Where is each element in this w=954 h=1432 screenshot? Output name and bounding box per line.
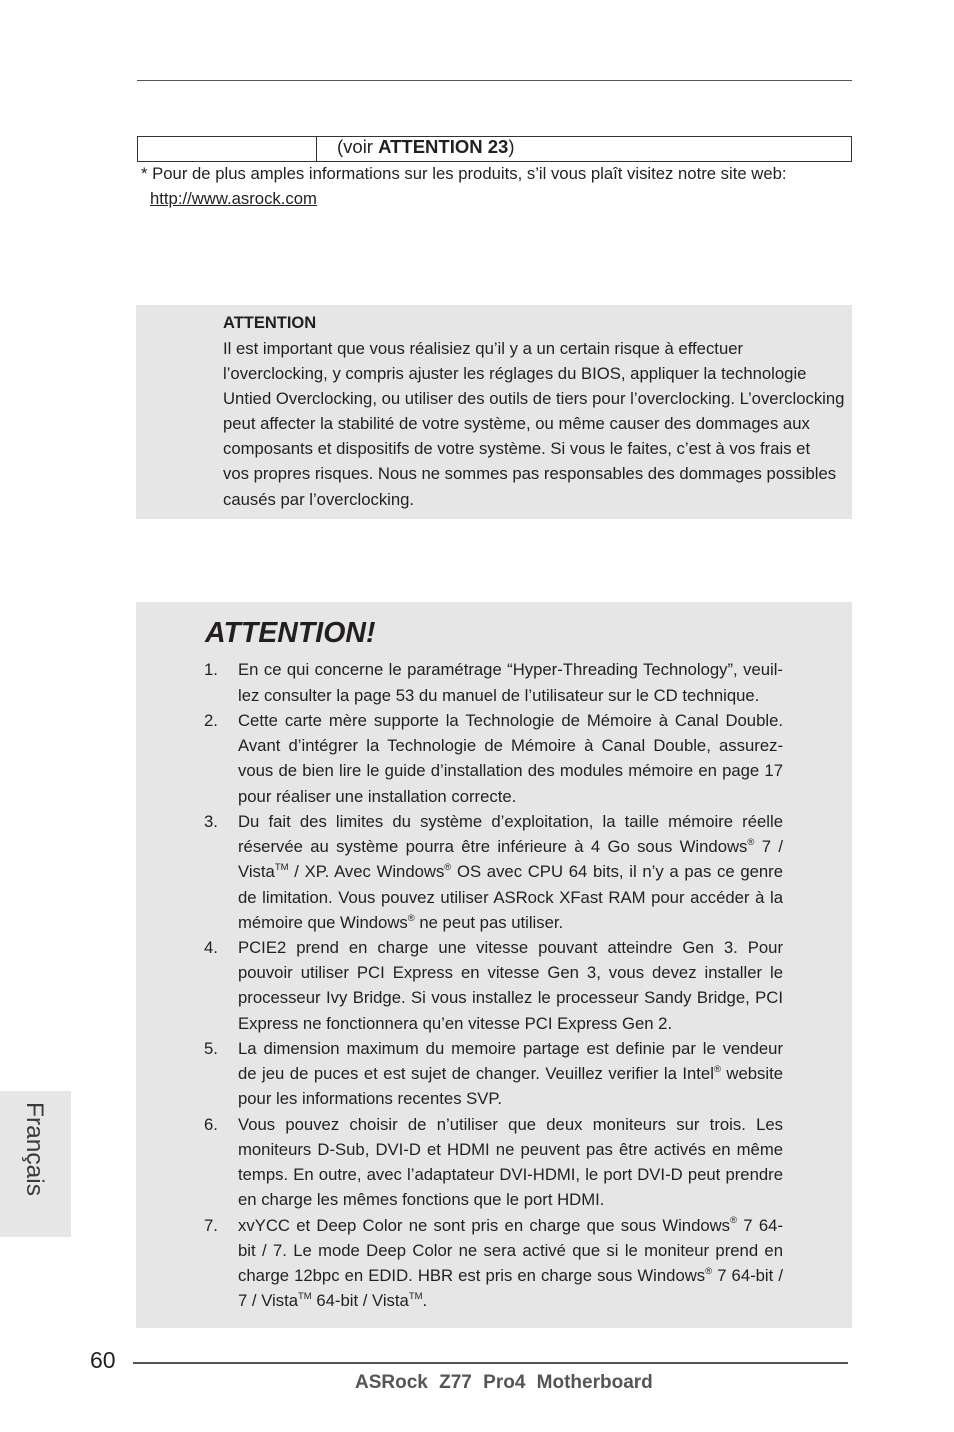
text-segment: OS avec CPU 64 bits, il n’y a pas ce genre [451,862,784,882]
header-rule [137,80,852,81]
list-item [204,1112,783,1213]
text-segment: 7 / [754,837,783,857]
text-segment: website [720,1064,784,1084]
list-item-line [238,1086,783,1111]
text-segment: charge 12bpc en EDID. HBR est pris en charge sous Windows [238,1266,706,1286]
text-segment: de limitation. Vous pouvez utiliser ASRock XFast RAM pour accéder à la [238,887,783,907]
list-item-number: 5. [204,1038,218,1058]
list-item-line [238,809,783,834]
text-segment: 64-bit / Vista [311,1291,409,1311]
list-item-text [238,1213,783,1314]
caution-text-line: composants et dispositifs de votre système. Si vous le faites, c’est à vos frais et [223,439,811,459]
list-item-line [238,960,783,985]
text-segment: 7 / Vista [238,1291,298,1311]
list-item-text [238,1112,783,1213]
attention-title: ATTENTION! [205,617,376,649]
list-item [204,1036,783,1112]
list-item [204,1213,783,1314]
list-item [204,935,783,1036]
caution-title: ATTENTION [223,313,317,332]
list-item-text [238,708,783,809]
list-item-line [238,708,783,733]
text-segment: La dimension maximum du memoire partage est definie par le vendeur [238,1038,783,1058]
list-item-number: 7. [204,1215,218,1235]
attention-list [204,657,783,1313]
footer-title: ASRock Z77 Pro4 Motherboard [355,1372,653,1393]
text-segment: moniteurs D-Sub, DVI-D et HDMI ne peuvent pas être activés en même [238,1139,783,1159]
text-segment: processeur Ivy Bridge. Si vous installez le processeur Sandy Bridge, PCI [238,988,783,1008]
website-link[interactable]: http://www.asrock.com [150,188,317,208]
spec-note-prefix: (voir [337,136,379,157]
language-label: Français [21,1102,48,1196]
text-segment: réservée au système pourra être inférieure à 4 Go sous Windows [238,837,748,857]
text-segment: . [422,1291,428,1311]
text-segment: vous de bien lire le guide d’installation des modules mémoire en page 17 [238,761,783,781]
list-item-line [238,834,783,859]
caution-text-line: causés par l’overclocking. [223,489,415,509]
list-item [204,708,783,809]
list-item-line [238,758,783,783]
list-item-text [238,935,783,1036]
spec-table-label-cell [138,137,317,161]
caution-text-line: Untied Overclocking, ou utiliser des outils de tiers pour l’overclocking. L’overclocking [223,388,845,408]
list-item-number: 1. [204,660,218,680]
superscript-mark: ® [713,1064,721,1076]
text-segment: mémoire que Windows [238,912,408,932]
caution-text-line: l’overclocking, y compris ajuster les réglages du BIOS, appliquer la technologie [223,363,807,383]
text-segment: bit / 7. Le mode Deep Color ne sera activé que si le moniteur prend en [238,1240,783,1260]
list-item [204,657,783,707]
text-segment: de jeu de puces et est sujet de changer. Veuillez verifier la Intel [238,1064,714,1084]
list-item-line [238,1011,783,1036]
caution-content [223,311,844,512]
list-item-text [238,657,783,707]
list-item-line [238,910,783,935]
spec-table-row [137,136,852,162]
list-item-number: 2. [204,710,218,730]
text-segment: Vous pouvez choisir de n’utiliser que deux moniteurs sur trois. Les [238,1114,783,1134]
list-item-number: 3. [204,811,218,831]
superscript-mark: TM [298,1291,312,1303]
list-item-line [238,1036,783,1061]
text-segment: lez consulter la page 53 du manuel de l’utilisateur sur le CD technique. [238,685,760,705]
list-item-line [238,985,783,1010]
caution-text-line: vos propres risques. Nous ne sommes pas responsables des dommages possibles [223,464,837,484]
list-item-line [238,1263,783,1288]
footer-rule [133,1362,848,1364]
caution-paragraph [223,336,844,512]
superscript-mark: ® [407,912,415,924]
list-item-text [238,1036,783,1112]
text-segment: 7 64- [737,1215,783,1235]
list-item-line [238,885,783,910]
text-segment: 7 64-bit / [712,1266,783,1286]
text-segment: Avant d’intégrer la Technologie de Mémoire à Canal Double, assurez- [238,736,783,756]
overclocking-caution-box [136,305,852,519]
list-item-text [238,809,783,935]
list-item-line [238,683,783,708]
text-segment: Du fait des limites du système d’exploitation, la taille mémoire réelle [238,811,783,831]
list-item-number: 4. [204,937,218,957]
superscript-mark: TM [274,862,289,874]
text-segment: en charge les mêmes fonctions que le port HDMI. [238,1190,605,1210]
list-item-line [238,657,783,682]
attention-box [136,602,852,1328]
list-item-line [238,1187,783,1212]
text-segment: Vista [238,862,275,882]
text-segment: PCIE2 prend en charge une vitesse pouvant atteindre Gen 3. Pour [238,937,783,957]
text-segment: / XP. Avec Windows [288,862,445,882]
list-item-number: 6. [204,1114,218,1134]
text-segment: En ce qui concerne le paramétrage “Hyper-Threading Technology”, veuil- [238,660,783,680]
list-item-line [238,1288,783,1313]
list-item-line [238,1137,783,1162]
text-segment: ne peut pas utiliser. [414,912,564,932]
list-item [204,809,783,935]
text-segment: xvYCC et Deep Color ne sont pris en charge que sous Windows [238,1215,731,1235]
list-item-line [238,935,783,960]
list-item-line [238,1238,783,1263]
superscript-mark: TM [408,1291,423,1303]
language-side-tab [0,1091,71,1237]
page-number: 60 [90,1347,116,1373]
list-item-line [238,784,783,809]
superscript-mark: ® [730,1215,738,1227]
list-item-line [238,1213,783,1238]
text-segment: pour les informations recentes SVP. [238,1089,503,1109]
text-segment: Express ne fonctionnera qu’en vitesse PCI Express Gen 2. [238,1013,673,1033]
text-segment: temps. En outre, avec l’adaptateur DVI-HDMI, le port DVI-D peut prendre [238,1165,783,1185]
list-item-line [238,733,783,758]
text-segment: Cette carte mère supporte la Technologie de Mémoire à Canal Double. [238,710,783,730]
superscript-mark: ® [444,862,452,874]
list-item-line [238,1112,783,1137]
list-item-line [238,859,783,884]
footnote-text: * Pour de plus amples informations sur les produits, s’il vous plaît visitez notre site web: [141,163,787,183]
superscript-mark: ® [747,836,755,848]
spec-note-reference: ATTENTION 23 [378,136,509,157]
list-item-line [238,1061,783,1086]
text-segment: pour réaliser une installation correcte. [238,786,517,806]
caution-text-line: peut affecter la stabilité de votre système, ou même causer des dommages aux [223,414,810,434]
spec-table-value-cell [317,137,851,161]
caution-text-line: Il est important que vous réalisiez qu’il y a un certain risque à effectuer [223,338,744,358]
list-item-line [238,1162,783,1187]
superscript-mark: ® [705,1265,713,1277]
spec-note-suffix: ) [508,136,515,157]
text-segment: pouvoir utiliser PCI Express en vitesse Gen 3, vous devez installer le [238,963,783,983]
